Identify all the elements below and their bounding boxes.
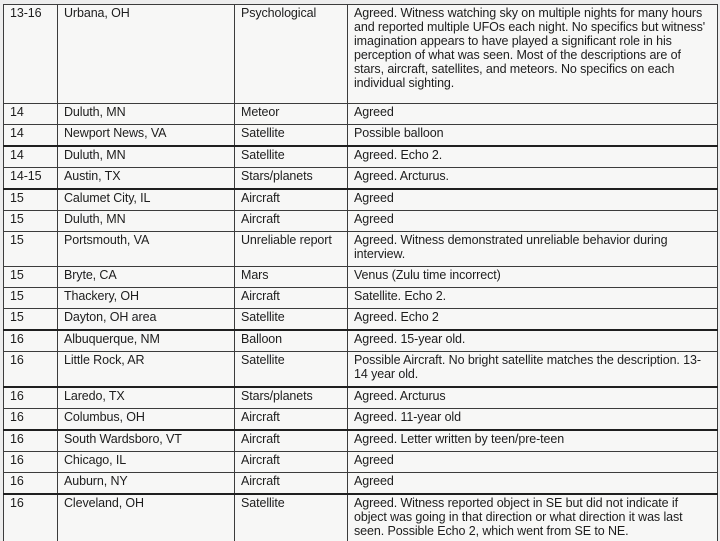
table-row (4, 387, 718, 409)
cell-category: Unreliable report (235, 232, 348, 267)
cell-comment: Agreed. Witness reported object in SE but did not indicate if object was going in that direction or what direction it was last seen. Possible Echo 2, which went from SE to NE. (348, 494, 718, 541)
cell-date: 15 (4, 288, 58, 309)
table-row (4, 409, 718, 431)
cell-location: Little Rock, AR (58, 352, 235, 388)
table-row (4, 309, 718, 331)
cell-category: Aircraft (235, 288, 348, 309)
table-row (4, 494, 718, 541)
cell-date: 16 (4, 330, 58, 352)
table-row (4, 267, 718, 288)
cell-location: Bryte, CA (58, 267, 235, 288)
cell-date: 16 (4, 387, 58, 409)
cell-date: 15 (4, 232, 58, 267)
table-row (4, 330, 718, 352)
cell-category: Satellite (235, 309, 348, 331)
cell-date: 14 (4, 104, 58, 125)
table-row (4, 211, 718, 232)
cell-date: 15 (4, 267, 58, 288)
sighting-evaluation-table (3, 4, 718, 541)
cell-date: 16 (4, 473, 58, 495)
cell-category: Aircraft (235, 189, 348, 211)
cell-comment: Agreed (348, 473, 718, 495)
cell-category: Balloon (235, 330, 348, 352)
cell-location: Duluth, MN (58, 211, 235, 232)
table-row (4, 352, 718, 388)
table-row (4, 288, 718, 309)
cell-date: 15 (4, 309, 58, 331)
cell-location: Columbus, OH (58, 409, 235, 431)
cell-comment: Agreed (348, 104, 718, 125)
cell-date: 14 (4, 125, 58, 147)
cell-location: Auburn, NY (58, 473, 235, 495)
cell-category: Stars/planets (235, 168, 348, 190)
table-row (4, 430, 718, 452)
table-row (4, 232, 718, 267)
cell-location: Thackery, OH (58, 288, 235, 309)
evaluation-table-body (4, 5, 718, 541)
cell-location: Albuquerque, NM (58, 330, 235, 352)
cell-location: Austin, TX (58, 168, 235, 190)
cell-date: 16 (4, 352, 58, 388)
cell-comment: Agreed. 15-year old. (348, 330, 718, 352)
table-row (4, 473, 718, 495)
cell-location: Duluth, MN (58, 146, 235, 168)
cell-comment: Agreed. Letter written by teen/pre-teen (348, 430, 718, 452)
cell-category: Aircraft (235, 473, 348, 495)
cell-location: Dayton, OH area (58, 309, 235, 331)
cell-comment: Agreed (348, 189, 718, 211)
cell-location: South Wardsboro, VT (58, 430, 235, 452)
cell-category: Psychological (235, 5, 348, 104)
cell-comment: Agreed. Echo 2 (348, 309, 718, 331)
cell-comment: Satellite. Echo 2. (348, 288, 718, 309)
cell-location: Duluth, MN (58, 104, 235, 125)
cell-category: Satellite (235, 352, 348, 388)
cell-category: Meteor (235, 104, 348, 125)
table-row (4, 5, 718, 104)
cell-category: Aircraft (235, 452, 348, 473)
cell-date: 15 (4, 211, 58, 232)
cell-category: Aircraft (235, 409, 348, 431)
cell-category: Aircraft (235, 430, 348, 452)
cell-category: Aircraft (235, 211, 348, 232)
cell-date: 14-15 (4, 168, 58, 190)
cell-category: Satellite (235, 146, 348, 168)
cell-date: 16 (4, 430, 58, 452)
table-row (4, 168, 718, 190)
cell-location: Chicago, IL (58, 452, 235, 473)
cell-comment: Agreed. Echo 2. (348, 146, 718, 168)
cell-category: Mars (235, 267, 348, 288)
cell-date: 13-16 (4, 5, 58, 104)
cell-location: Portsmouth, VA (58, 232, 235, 267)
table-row (4, 452, 718, 473)
cell-location: Newport News, VA (58, 125, 235, 147)
cell-comment: Agreed. Witness watching sky on multiple nights for many hours and reported multiple UFOs each night. No specifics but witness' imagination appears to have played a significant role in his perception of what was seen. Most of the descriptions are of stars, aircraft, satellites, and meteors. No specifics on each individual sighting. (348, 5, 718, 104)
cell-comment: Agreed (348, 452, 718, 473)
cell-comment: Agreed. 11-year old (348, 409, 718, 431)
cell-category: Stars/planets (235, 387, 348, 409)
cell-comment: Agreed. Arcturus (348, 387, 718, 409)
cell-category: Satellite (235, 494, 348, 541)
cell-comment: Possible Aircraft. No bright satellite matches the description. 13-14 year old. (348, 352, 718, 388)
cell-location: Cleveland, OH (58, 494, 235, 541)
cell-date: 14 (4, 146, 58, 168)
cell-location: Laredo, TX (58, 387, 235, 409)
cell-comment: Agreed. Arcturus. (348, 168, 718, 190)
cell-comment: Possible balloon (348, 125, 718, 147)
cell-date: 15 (4, 189, 58, 211)
table-row (4, 125, 718, 147)
cell-location: Calumet City, IL (58, 189, 235, 211)
cell-category: Satellite (235, 125, 348, 147)
cell-location: Urbana, OH (58, 5, 235, 104)
cell-comment: Venus (Zulu time incorrect) (348, 267, 718, 288)
table-row (4, 146, 718, 168)
cell-date: 16 (4, 452, 58, 473)
cell-date: 16 (4, 494, 58, 541)
table-row (4, 104, 718, 125)
table-row (4, 189, 718, 211)
cell-comment: Agreed. Witness demonstrated unreliable behavior during interview. (348, 232, 718, 267)
cell-comment: Agreed (348, 211, 718, 232)
cell-date: 16 (4, 409, 58, 431)
